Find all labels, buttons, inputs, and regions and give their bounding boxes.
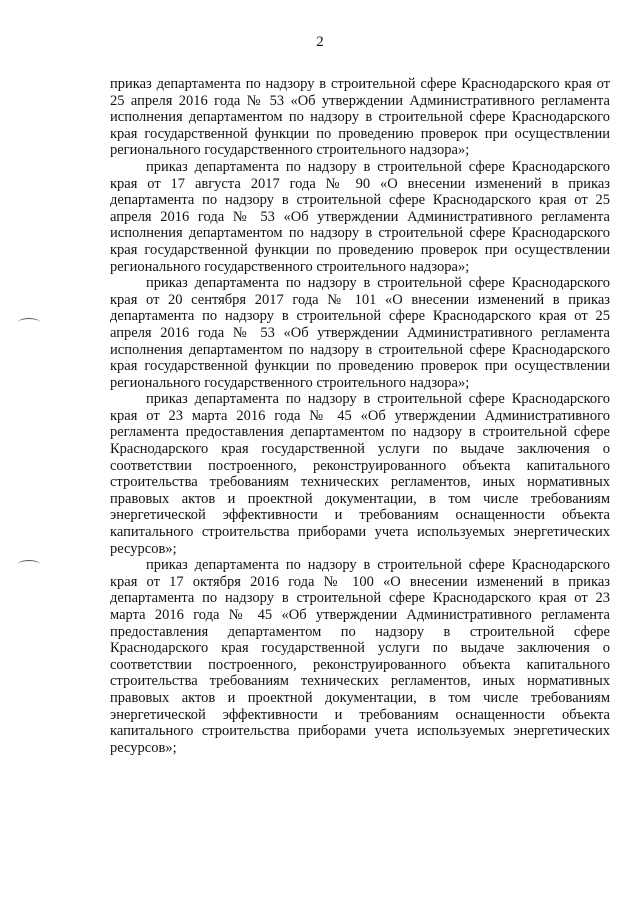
paragraph-order-90: приказ департамента по надзору в строительной сфере Краснодарского края от 17 августа 2017 года № 90 «О внесении изменений в приказ департамента по надзору в строительной сфере Краснодарского края от 25 апреля 2016 года № 53 «Об утверждении Административного регламента исполнения департаментом по надзору в строительной сфере Краснодарского края государственной функции по проведению проверок при осуществлении регионального государственного строительного надзора»;: [110, 158, 610, 275]
document-body: [110, 76, 610, 756]
paragraph-order-45: приказ департамента по надзору в строительной сфере Краснодарского края от 23 марта 2016 года № 45 «Об утверждении Административного регламента предоставления департаментом по надзору в строительной сфере Краснодарского края государственной услуги по выдаче заключения о соответствии построенного, реконструированного объекта капитального строительства требованиям технических регламентов, иных нормативных правовых актов и проектной документации, в том числе требованиям энергетической эффективности и требованиям оснащенности объекта капитального строительства приборами учета используемых энергетических ресурсов»;: [110, 391, 610, 557]
paragraph-order-101: приказ департамента по надзору в строительной сфере Краснодарского края от 20 сентября 2017 года № 101 «О внесении изменений в приказ департамента по надзору в строительной сфере Краснодарского края от 25 апреля 2016 года № 53 «Об утверждении Административного регламента исполнения департаментом по надзору в строительной сфере Краснодарского края государственной функции по проведению проверок при осуществлении регионального государственного строительного надзора»;: [110, 275, 610, 391]
paragraph-order-53: приказ департамента по надзору в строительной сфере Краснодарского края от 25 апреля 2016 года № 53 «Об утверждении Административного регламента исполнения департаментом по надзору в строительной сфере Краснодарского края государственной функции по проведению проверок при осуществлении регионального государственного строительного надзора»;: [110, 76, 610, 159]
page-number: 2: [316, 34, 324, 50]
paragraph-order-100: приказ департамента по надзору в строительной сфере Краснодарского края от 17 октября 2016 года № 100 «О внесении изменений в приказ департамента по надзору в строительной сфере Краснодарского края от 23 марта 2016 года № 45 «Об утверждении Административного регламента предоставления департаментом по надзору в строительной сфере Краснодарского края государственной услуги по выдаче заключения о соответствии построенного, реконструированного объекта капитального строительства требованиям технических регламентов, иных нормативных правовых актов и проектной документации, в том числе требованиям энергетической эффективности и требованиям оснащенности объекта капитального строительства приборами учета используемых энергетических ресурсов»;: [110, 557, 610, 756]
binding-hole-mark: [18, 318, 40, 327]
binding-hole-mark: [18, 560, 40, 569]
